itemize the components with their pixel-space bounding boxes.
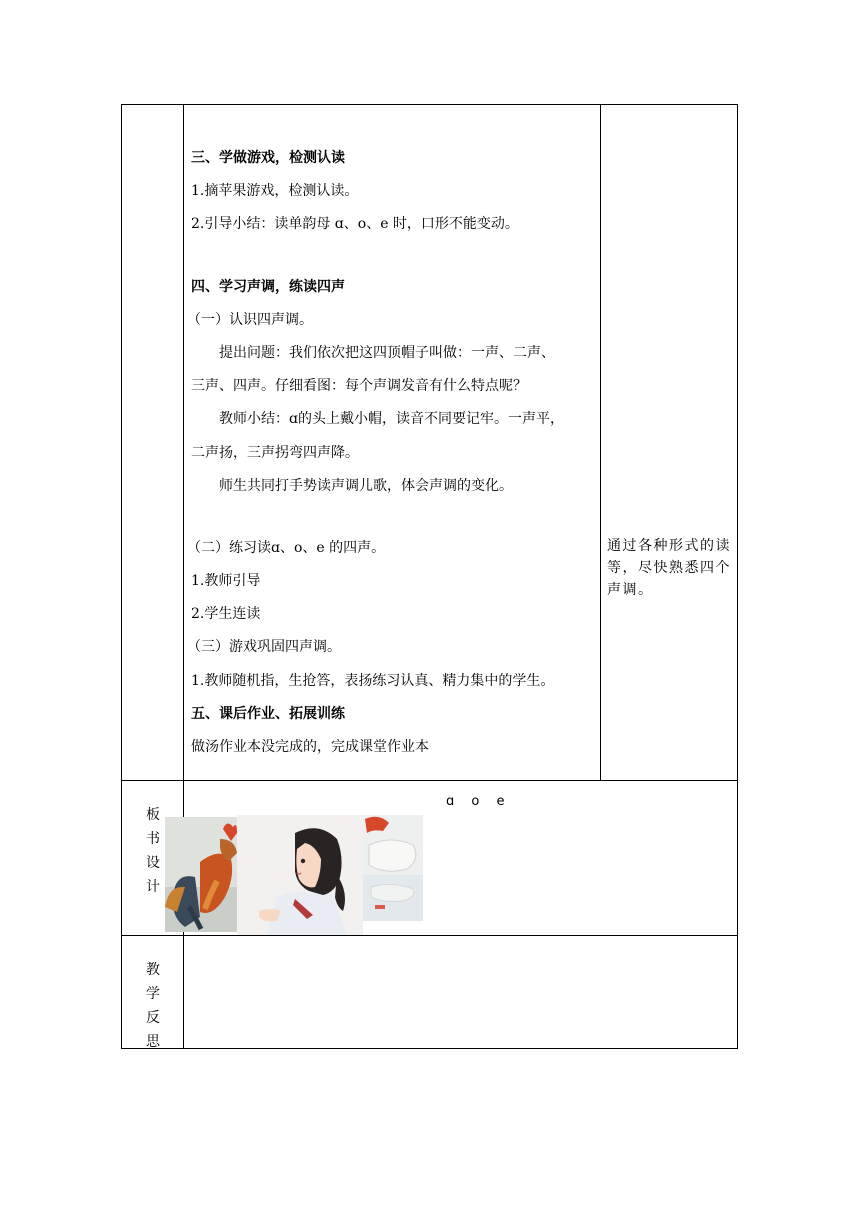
vowel-a: ɑ	[446, 794, 455, 809]
lesson-line: 1.教师引导	[191, 573, 261, 590]
lesson-line: 教师小结：ɑ的头上戴小帽，读音不同要记牢。一声平，	[219, 411, 564, 428]
row-divider-reflection	[121, 935, 738, 936]
section-heading: 三、学做游戏，检测认读	[191, 150, 345, 166]
label-char: 书	[146, 831, 160, 847]
lesson-line: 2.学生连读	[191, 606, 261, 623]
label-char: 设	[146, 855, 160, 871]
vowel-e: e	[496, 794, 505, 809]
vowel-letters	[446, 794, 518, 809]
row-divider-board	[121, 780, 738, 781]
label-char: 教	[146, 962, 160, 978]
lesson-content	[187, 145, 596, 756]
lesson-line: 师生共同打手势读声调儿歌，体会声调的变化。	[219, 477, 513, 494]
lesson-line: 二声扬，三声拐弯四声降。	[191, 444, 359, 461]
column-divider-right	[600, 104, 601, 781]
lesson-line: （一）认识四声调。	[187, 311, 313, 328]
rooster-image	[165, 817, 237, 932]
lesson-line: （三）游戏巩固四声调。	[187, 639, 341, 656]
vowel-o: o	[471, 794, 480, 809]
lesson-line: （二）练习读ɑ、o、e 的四声。	[187, 539, 386, 556]
lesson-line: 三声、四声。仔细看图：每个声调发音有什么特点呢？	[191, 378, 527, 395]
lesson-line: 提出问题：我们依次把这四顶帽子叫做：一声、二声、	[219, 344, 555, 361]
lesson-line: 1.摘苹果游戏，检测认读。	[191, 183, 359, 200]
label-char: 思	[146, 1034, 160, 1050]
label-char: 学	[146, 986, 160, 1002]
girl-image	[237, 815, 363, 935]
section-heading: 四、学习声调，练读四声	[191, 278, 345, 295]
board-design-label	[141, 803, 165, 899]
label-char: 反	[146, 1010, 160, 1026]
section-heading: 五、课后作业、拓展训练	[191, 705, 345, 722]
lesson-line: 1.教师随机指，生抢答，表扬练习认真、精力集中的学生。	[191, 672, 555, 689]
design-intent-note: 通过各种形式的读等，尽快熟悉四个声调。	[607, 538, 731, 598]
reflection-label	[141, 958, 165, 1054]
label-char: 计	[146, 879, 160, 895]
lesson-line: 2.引导小结：读单韵母 ɑ、o、e 时，口形不能变动。	[191, 216, 519, 233]
swan-image	[363, 815, 423, 921]
label-char: 板	[146, 807, 160, 823]
lesson-line: 做汤作业本没完成的，完成课堂作业本	[191, 739, 429, 755]
